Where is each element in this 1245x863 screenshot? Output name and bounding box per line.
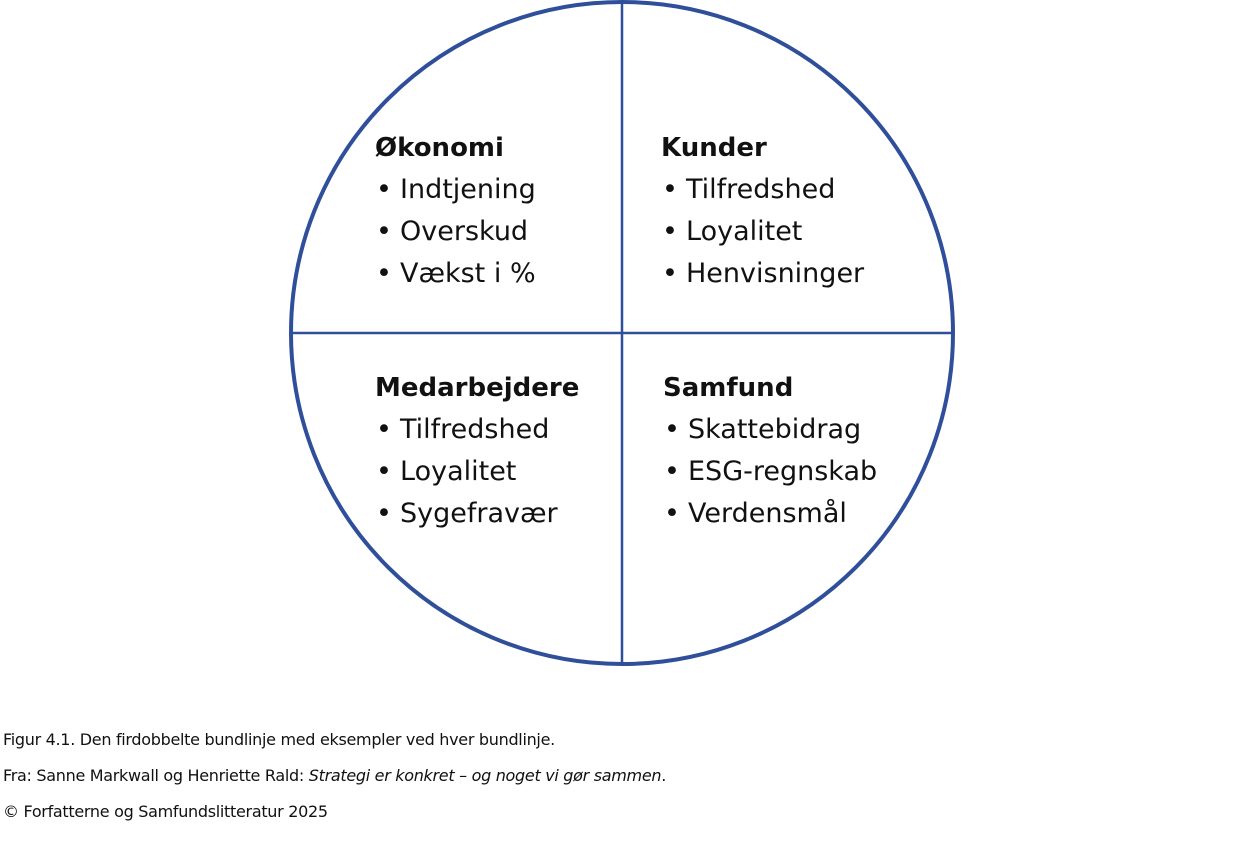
quadrant-labels — [375, 133, 877, 529]
quadrant-top-left — [375, 133, 536, 289]
quadrant-bottom-left — [375, 373, 579, 529]
quadrant-list-item: Vækst i % — [400, 258, 536, 289]
quadrant-list-item: Indtjening — [400, 174, 536, 205]
bullet-marker: • — [664, 498, 680, 529]
bullet-marker: • — [664, 414, 680, 445]
quadrant-title: Samfund — [663, 373, 794, 403]
caption-line-2 — [3, 758, 1243, 794]
bullet-marker: • — [376, 456, 392, 487]
quadrant-title: Økonomi — [375, 133, 504, 163]
bullet-marker: • — [662, 216, 678, 247]
bullet-marker: • — [376, 258, 392, 289]
bullet-marker: • — [376, 216, 392, 247]
figure-caption — [3, 722, 1243, 830]
quadrant-list-item: Sygefravær — [400, 498, 558, 529]
bullet-marker: • — [376, 174, 392, 205]
quadrant-list-item: Skattebidrag — [688, 414, 862, 445]
quadrant-title: Medarbejdere — [375, 373, 580, 403]
quadrant-bottom-right — [663, 373, 877, 529]
quadrant-list-item: Verdensmål — [688, 498, 847, 529]
caption-source-prefix: Fra: Sanne Markwall og Henriette Rald: — [3, 766, 309, 785]
quadrant-top-right — [661, 133, 865, 289]
quadrant-list-item: ESG-regnskab — [688, 456, 878, 487]
quadrant-list-item: Loyalitet — [686, 216, 803, 247]
quadrant-list-item: Loyalitet — [400, 456, 517, 487]
caption-copyright: © Forfatterne og Samfundslitteratur 2025 — [3, 802, 328, 821]
bullet-marker: • — [376, 498, 392, 529]
quadrant-list-item: Tilfredshed — [400, 414, 550, 445]
quadrant-list-item: Henvisninger — [686, 258, 865, 289]
bullet-marker: • — [662, 174, 678, 205]
quadrant-list-item: Overskud — [400, 216, 529, 247]
bullet-marker: • — [662, 258, 678, 289]
quadrant-title: Kunder — [661, 133, 767, 163]
caption-line-1: Figur 4.1. Den firdobbelte bundlinje med eksempler ved hver bundlinje. — [3, 730, 555, 749]
caption-source-suffix: . — [661, 766, 667, 785]
bullet-marker: • — [376, 414, 392, 445]
caption-book-title: Strategi er konkret – og noget vi gør sammen — [308, 766, 662, 785]
quadrant-list-item: Tilfredshed — [686, 174, 836, 205]
bullet-marker: • — [664, 456, 680, 487]
